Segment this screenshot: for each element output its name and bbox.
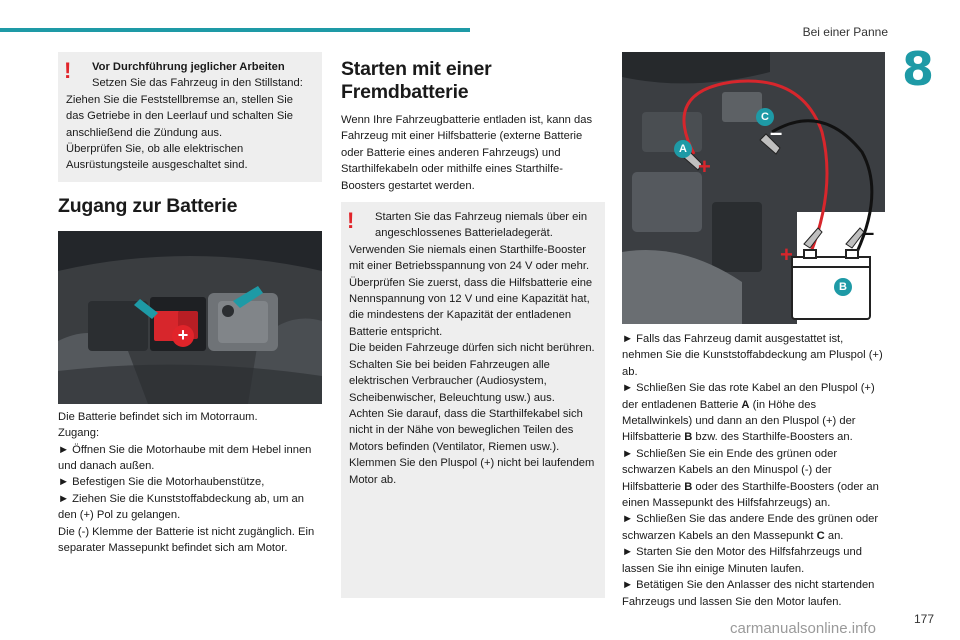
step: ► Betätigen Sie den Anlasser des nicht startenden Fahrzeugs und lassen Sie den Motor laufen. <box>622 579 875 608</box>
header-accent-bar <box>0 28 470 32</box>
column-middle <box>341 52 605 598</box>
step: ► Falls das Fahrzeug damit ausgestattet ist, nehmen Sie die Kunststoffabdeckung am Pluspol (+) ab. <box>622 333 883 378</box>
warning-text: Verwenden Sie niemals einen Starthilfe-Booster mit einer Betriebsspannung von 24 V oder mehr. <box>349 243 590 273</box>
warning-box-preparation <box>58 52 322 182</box>
jump-start-diagram <box>622 52 885 324</box>
label-a: A <box>674 140 692 158</box>
step: ► Starten Sie den Motor des Hilfsfahrzeugs und lassen Sie ihn einige Minuten laufen. <box>622 546 862 575</box>
step: ► Ziehen Sie die Kunststoffabdeckung ab, um an den (+) Pol zu gelangen. <box>58 492 304 522</box>
column-left <box>58 52 322 557</box>
step: ► Schließen Sie das andere Ende des grünen oder schwarzen Kabels an den Massepunkt C an. <box>622 513 879 542</box>
watermark-text: carmanualsonline.info <box>730 620 876 637</box>
paragraph: Die Batterie befindet sich im Motorraum. <box>58 410 258 423</box>
warning-text: Überprüfen Sie, ob alle elektrischen Ausrüstungsteile ausgeschaltet sind. <box>66 143 248 172</box>
label-b: B <box>834 278 852 296</box>
warning-box-jump-start <box>341 202 605 598</box>
engine-bay-illustration <box>58 231 322 404</box>
jump-start-steps <box>622 331 885 610</box>
heading-battery-access: Zugang zur Batterie <box>58 194 238 217</box>
warning-text: Die beiden Fahrzeuge dürfen sich nicht berühren. <box>349 342 595 355</box>
battery-access-text <box>58 409 322 557</box>
chapter-number: 8 <box>901 42 934 96</box>
svg-text:–: – <box>862 220 875 245</box>
column-right <box>622 52 885 610</box>
warning-line: Setzen Sie das Fahrzeug in den Stillstand: <box>92 77 303 90</box>
step: ► Schließen Sie ein Ende des grünen oder schwarzen Kabels an den Minuspol (-) der Hilfsbatterie B oder des Starthilfe-Boosters (oder an einen Massepunkt des Hilfsfahrzeugs) an. <box>622 447 879 510</box>
svg-text:+: + <box>698 154 711 179</box>
step: ► Öffnen Sie die Motorhaube mit dem Hebel innen und danach außen. <box>58 443 312 473</box>
heading-jump-start: Starten mit einer Fremdbatterie <box>341 58 492 103</box>
page-number: 177 <box>913 612 934 626</box>
section-title: Bei einer Panne <box>802 25 888 39</box>
svg-text:–: – <box>770 120 783 145</box>
warning-first-line: Starten Sie das Fahrzeug niemals über ein angeschlossenes Batterieladegerät. <box>375 211 588 240</box>
engine-bay-photo <box>58 231 322 404</box>
warning-text: Schalten Sie bei beiden Fahrzeugen alle elektrischen Verbraucher (Audiosystem, Scheibenwischer, Beleuchtung usw.) aus. <box>349 358 555 404</box>
warning-text: Klemmen Sie den Pluspol (+) nicht bei laufendem Motor ab. <box>349 457 595 486</box>
step: ► Befestigen Sie die Motorhaubenstütze, <box>58 476 265 489</box>
paragraph: Zugang: <box>58 427 100 440</box>
jump-start-intro: Wenn Ihre Fahrzeugbatterie entladen ist, kann das Fahrzeug mit einer Hilfsbatterie (externe Batterie oder Batterie eines anderen Fahrzeugs) und Starthilfekabeln oder mithilfe eines Starthilfe-Boosters gestartet werden. <box>341 114 593 192</box>
warning-text: Überprüfen Sie zuerst, dass die Hilfsbatterie eine Nennspannung von 12 V und eine Kapazität hat, die mindestens der Kapazität der entladenen Batterie entspricht. <box>349 276 593 338</box>
warning-text: Achten Sie darauf, dass die Starthilfekabel sich nicht in der Nähe von beweglichen Teilen des Motors befinden (Ventilator, Riemen usw.). <box>349 407 583 453</box>
svg-text:+: + <box>780 242 793 267</box>
warning-icon: ! <box>347 208 355 234</box>
plus-terminal-marker: + <box>172 325 194 347</box>
warning-icon: ! <box>64 58 72 83</box>
label-c: C <box>756 108 774 126</box>
step: ► Schließen Sie das rote Kabel an den Pluspol (+) der entladenen Batterie A (in Höhe des Metallwinkels) und dann an den Pluspol (+) der Hilfsbatterie B bzw. des Starthilfe-Boosters an. <box>622 382 875 444</box>
warning-text: Ziehen Sie die Feststellbremse an, stellen Sie das Getriebe in den Leerlauf und schalten Sie anschließend die Zündung aus. <box>66 93 294 139</box>
warning-title: Vor Durchführung jeglicher Arbeiten <box>92 61 285 73</box>
paragraph: Die (-) Klemme der Batterie ist nicht zugänglich. Ein separater Massepunkt befindet sich am Motor. <box>58 525 315 555</box>
